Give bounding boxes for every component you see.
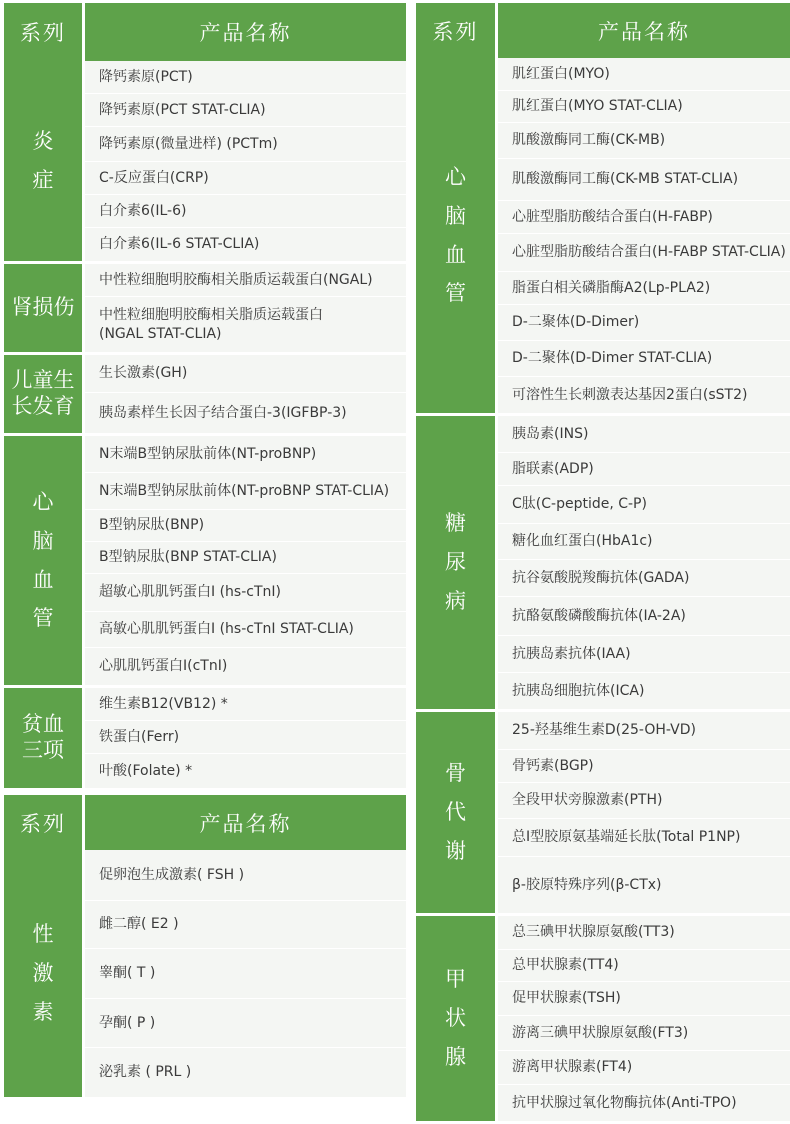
product-item: 心肌肌钙蛋白I(cTnI) <box>85 648 406 685</box>
series-header: 系列 <box>416 3 498 58</box>
series-group <box>4 264 406 355</box>
product-item: C肽(C-peptide, C-P) <box>498 486 790 524</box>
product-item: D-二聚体(D-Dimer STAT-CLIA) <box>498 341 790 377</box>
product-item: 白介素6(IL-6 STAT-CLIA) <box>85 228 406 261</box>
product-item: 降钙素原(微量进样) (PCTm) <box>85 127 406 162</box>
series-group <box>416 416 790 712</box>
product-list <box>85 61 406 261</box>
product-item: 白介素6(IL-6) <box>85 195 406 228</box>
product-item: 铁蛋白(Ferr) <box>85 721 406 754</box>
right-table-body <box>416 58 790 1124</box>
series-label: 肾损伤 <box>4 264 85 352</box>
product-item: D-二聚体(D-Dimer) <box>498 305 790 341</box>
product-item: 肌酸激酶同工酶(CK-MB) <box>498 123 790 159</box>
right-table-header <box>416 3 790 58</box>
product-item: 可溶性生长刺激表达基因2蛋白(sST2) <box>498 377 790 413</box>
bottom-left-product-table <box>4 795 406 1100</box>
series-label: 骨 代 谢 <box>416 712 498 913</box>
product-item: 抗胰岛细胞抗体(ICA) <box>498 673 790 709</box>
product-item: 泌乳素 ( PRL ) <box>85 1048 406 1097</box>
product-item: 维生素B12(VB12) * <box>85 688 406 721</box>
product-item: 总I型胶原氨基端延长肽(Total P1NP) <box>498 819 790 857</box>
left-product-table <box>4 3 406 783</box>
product-item: 胰岛素样生长因子结合蛋白-3(IGFBP-3) <box>85 393 406 433</box>
series-group <box>416 712 790 916</box>
product-list <box>85 264 406 352</box>
product-item: 肌酸激酶同工酶(CK-MB STAT-CLIA) <box>498 159 790 201</box>
product-item: N末端B型钠尿肽前体(NT-proBNP STAT-CLIA) <box>85 473 406 510</box>
series-group <box>4 850 406 1100</box>
product-list <box>85 688 406 788</box>
product-name-header: 产品名称 <box>85 3 406 61</box>
series-group <box>4 355 406 436</box>
product-item: 脂蛋白相关磷脂酶A2(Lp-PLA2) <box>498 272 790 305</box>
series-label: 糖 尿 病 <box>416 416 498 709</box>
series-group <box>4 688 406 791</box>
product-list <box>498 58 790 413</box>
product-name-header: 产品名称 <box>85 795 406 850</box>
product-item: 肌红蛋白(MYO STAT-CLIA) <box>498 91 790 123</box>
product-list <box>498 916 790 1121</box>
series-group <box>416 58 790 416</box>
product-name-header: 产品名称 <box>498 3 790 58</box>
product-item: 睾酮( T ) <box>85 949 406 999</box>
product-list <box>498 712 790 913</box>
product-item: 游离三碘甲状腺原氨酸(FT3) <box>498 1016 790 1051</box>
product-list <box>85 355 406 433</box>
product-item: 高敏心肌肌钙蛋白I (hs-cTnI STAT-CLIA) <box>85 612 406 648</box>
product-item: 抗胰岛素抗体(IAA) <box>498 636 790 673</box>
product-item: 孕酮( P ) <box>85 999 406 1048</box>
product-item: β-胶原特殊序列(β-CTx) <box>498 857 790 913</box>
product-item: B型钠尿肽(BNP) <box>85 510 406 542</box>
product-item: 抗谷氨酸脱羧酶抗体(GADA) <box>498 560 790 597</box>
product-item: 胰岛素(INS) <box>498 416 790 453</box>
product-item: B型钠尿肽(BNP STAT-CLIA) <box>85 542 406 574</box>
product-item: 总甲状腺素(TT4) <box>498 950 790 982</box>
product-item: 促卵泡生成激素( FSH ) <box>85 850 406 901</box>
series-header: 系列 <box>4 795 85 850</box>
product-item: 脂联素(ADP) <box>498 453 790 486</box>
product-list <box>498 416 790 709</box>
series-label: 贫血 三项 <box>4 688 85 788</box>
bottom-left-table-header <box>4 795 406 850</box>
product-item: 抗甲状腺过氧化物酶抗体(Anti-TPO) <box>498 1085 790 1121</box>
product-item: 总三碘甲状腺原氨酸(TT3) <box>498 916 790 950</box>
series-group <box>416 916 790 1124</box>
product-item: 心脏型脂肪酸结合蛋白(H-FABP STAT-CLIA) <box>498 234 790 272</box>
product-item: 心脏型脂肪酸结合蛋白(H-FABP) <box>498 201 790 234</box>
series-label: 性 激 素 <box>4 850 85 1097</box>
right-product-table <box>416 3 790 1111</box>
series-label: 心 脑 血 管 <box>4 436 85 685</box>
product-item: 游离甲状腺素(FT4) <box>498 1051 790 1085</box>
left-table-body <box>4 61 406 791</box>
product-item: 骨钙素(BGP) <box>498 750 790 783</box>
product-item: 抗酪氨酸磷酸酶抗体(IA-2A) <box>498 597 790 636</box>
product-item: 促甲状腺素(TSH) <box>498 982 790 1016</box>
bottom-left-table-body <box>4 850 406 1100</box>
product-item: 降钙素原(PCT) <box>85 61 406 94</box>
product-item: 降钙素原(PCT STAT-CLIA) <box>85 94 406 127</box>
product-item: 肌红蛋白(MYO) <box>498 58 790 91</box>
product-item: 中性粒细胞明胶酶相关脂质运载蛋白(NGAL) <box>85 264 406 297</box>
series-group <box>4 436 406 688</box>
product-item: 中性粒细胞明胶酶相关脂质运载蛋白 (NGAL STAT-CLIA) <box>85 297 406 352</box>
product-item: N末端B型钠尿肽前体(NT-proBNP) <box>85 436 406 473</box>
series-label: 炎 症 <box>4 61 85 261</box>
product-list <box>85 850 406 1097</box>
series-group <box>4 61 406 264</box>
series-label: 儿童生 长发育 <box>4 355 85 433</box>
product-item: 雌二醇( E2 ) <box>85 901 406 949</box>
series-label: 心 脑 血 管 <box>416 58 498 413</box>
product-item: 全段甲状旁腺激素(PTH) <box>498 783 790 819</box>
product-item: C-反应蛋白(CRP) <box>85 162 406 195</box>
product-item: 超敏心肌肌钙蛋白I (hs-cTnI) <box>85 574 406 612</box>
series-header: 系列 <box>4 3 85 61</box>
product-item: 生长激素(GH) <box>85 355 406 393</box>
left-table-header <box>4 3 406 61</box>
product-item: 糖化血红蛋白(HbA1c) <box>498 524 790 560</box>
product-list <box>85 436 406 685</box>
product-item: 25-羟基维生素D(25-OH-VD) <box>498 712 790 750</box>
series-label: 甲 状 腺 <box>416 916 498 1121</box>
product-item: 叶酸(Folate) * <box>85 754 406 788</box>
